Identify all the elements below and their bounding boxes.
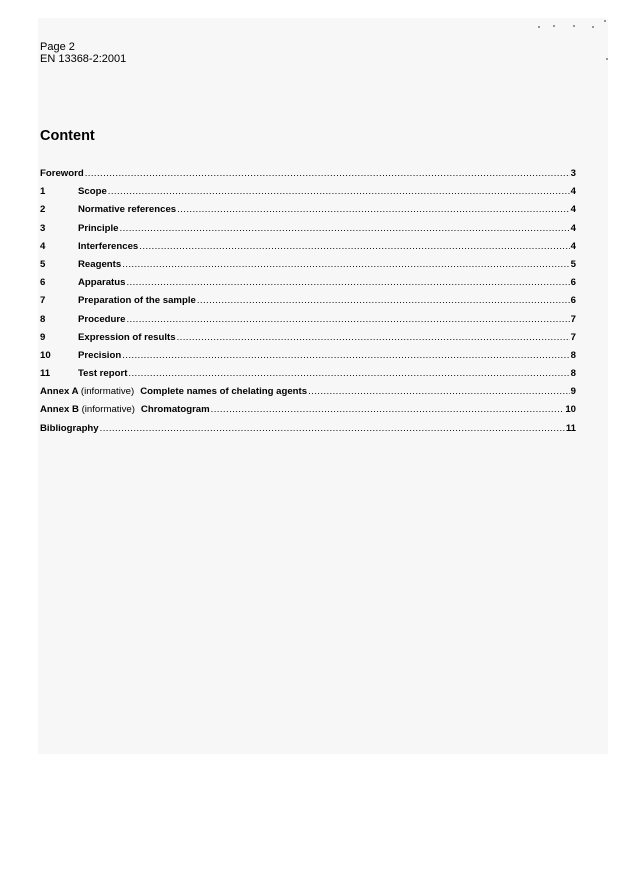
toc-entry-page: 9 — [570, 386, 576, 398]
toc-entry-label: Bibliography — [40, 422, 99, 434]
toc-leader-dots — [120, 223, 570, 234]
toc-entry-principle[interactable] — [40, 223, 576, 241]
toc-entry-label: Preparation of the sample — [78, 295, 196, 307]
toc-entry-label: Interferences — [78, 240, 139, 252]
toc-annex-type: (informative) — [81, 404, 135, 416]
toc-entry-page: 8 — [570, 368, 576, 380]
toc-entry-annex-a[interactable] — [40, 386, 576, 404]
toc-leader-dots — [108, 186, 570, 197]
toc-entry-number: 7 — [40, 295, 46, 307]
toc-leader-dots — [211, 404, 565, 415]
toc-entry-reagents[interactable] — [40, 259, 576, 277]
toc-entry-expression-of-results[interactable] — [40, 332, 576, 350]
toc-leader-dots — [122, 350, 569, 361]
toc-leader-dots — [139, 241, 569, 252]
toc-entry-label: Normative references — [78, 204, 177, 216]
page-number-label: Page 2 — [40, 41, 75, 53]
toc-entry-label: Principle — [78, 222, 119, 234]
toc-leader-dots — [126, 277, 569, 288]
toc-entry-number: 9 — [40, 331, 46, 343]
toc-entry-page: 6 — [570, 277, 576, 289]
toc-entry-page: 8 — [570, 349, 576, 361]
toc-entry-label: Apparatus — [78, 277, 126, 289]
toc-entry-apparatus[interactable] — [40, 277, 576, 295]
toc-annex-id: Annex B (informative) — [40, 404, 135, 416]
toc-leader-dots — [126, 314, 569, 325]
toc-entry-label: Scope — [78, 186, 107, 198]
toc-entry-page: 10 — [565, 404, 576, 416]
toc-entry-number: 6 — [40, 277, 46, 289]
page-header — [40, 41, 126, 65]
toc-entry-label: Chromatogram — [140, 404, 210, 416]
toc-entry-scope[interactable] — [40, 186, 576, 204]
toc-entry-label: Complete names of chelating agents — [140, 386, 308, 398]
scan-speck — [573, 25, 575, 27]
toc-leader-dots — [85, 168, 570, 179]
toc-entry-annex-b[interactable] — [40, 404, 576, 422]
toc-entry-page: 6 — [570, 295, 576, 307]
toc-entry-page: 4 — [570, 204, 576, 216]
toc-entry-page: 3 — [570, 168, 576, 179]
toc-entry-precision[interactable] — [40, 350, 576, 368]
scan-speck — [553, 25, 555, 27]
toc-entry-label: Precision — [78, 349, 122, 361]
toc-entry-label: Foreword — [40, 168, 84, 179]
toc-annex-type: (informative) — [80, 386, 135, 398]
toc-leader-dots — [197, 295, 570, 306]
toc-entry-preparation-of-sample[interactable] — [40, 295, 576, 313]
toc-entry-label: Reagents — [78, 258, 122, 270]
toc-entry-page: 4 — [570, 240, 576, 252]
toc-entry-number: 10 — [40, 349, 51, 361]
toc-entry-number: 2 — [40, 204, 46, 216]
table-of-contents — [40, 168, 576, 441]
scan-speck — [604, 20, 606, 22]
toc-entry-number: 4 — [40, 240, 46, 252]
toc-entry-label: Expression of results — [78, 331, 176, 343]
scan-speck — [606, 58, 608, 60]
toc-entry-number: 1 — [40, 186, 46, 198]
toc-entry-page: 4 — [570, 222, 576, 234]
toc-entry-test-report[interactable] — [40, 368, 576, 386]
scan-speck — [592, 26, 594, 28]
toc-entry-procedure[interactable] — [40, 314, 576, 332]
toc-entry-page: 7 — [570, 331, 576, 343]
toc-leader-dots — [100, 423, 565, 434]
scan-speck — [538, 26, 540, 28]
toc-entry-bibliography[interactable] — [40, 423, 576, 441]
toc-leader-dots — [308, 386, 570, 397]
toc-entry-number: 3 — [40, 222, 46, 234]
toc-leader-dots — [177, 332, 570, 343]
toc-entry-foreword[interactable] — [40, 168, 576, 186]
toc-entry-interferences[interactable] — [40, 241, 576, 259]
toc-entry-number: 8 — [40, 313, 46, 325]
toc-entry-page: 5 — [570, 258, 576, 270]
toc-entry-number: 5 — [40, 258, 46, 270]
toc-entry-page: 4 — [570, 186, 576, 198]
toc-leader-dots — [177, 204, 570, 215]
document-id: EN 13368-2:2001 — [40, 53, 127, 65]
toc-entry-label: Test report — [78, 368, 128, 380]
toc-annex-id: Annex A (informative) — [40, 386, 135, 398]
toc-entry-number: 11 — [40, 368, 51, 380]
toc-leader-dots — [128, 368, 569, 379]
page-title: Content — [40, 128, 95, 144]
toc-entry-page: 11 — [565, 422, 576, 434]
toc-entry-page: 7 — [570, 313, 576, 325]
toc-leader-dots — [122, 259, 569, 270]
toc-entry-normative-references[interactable] — [40, 204, 576, 222]
toc-entry-label: Procedure — [78, 313, 126, 325]
